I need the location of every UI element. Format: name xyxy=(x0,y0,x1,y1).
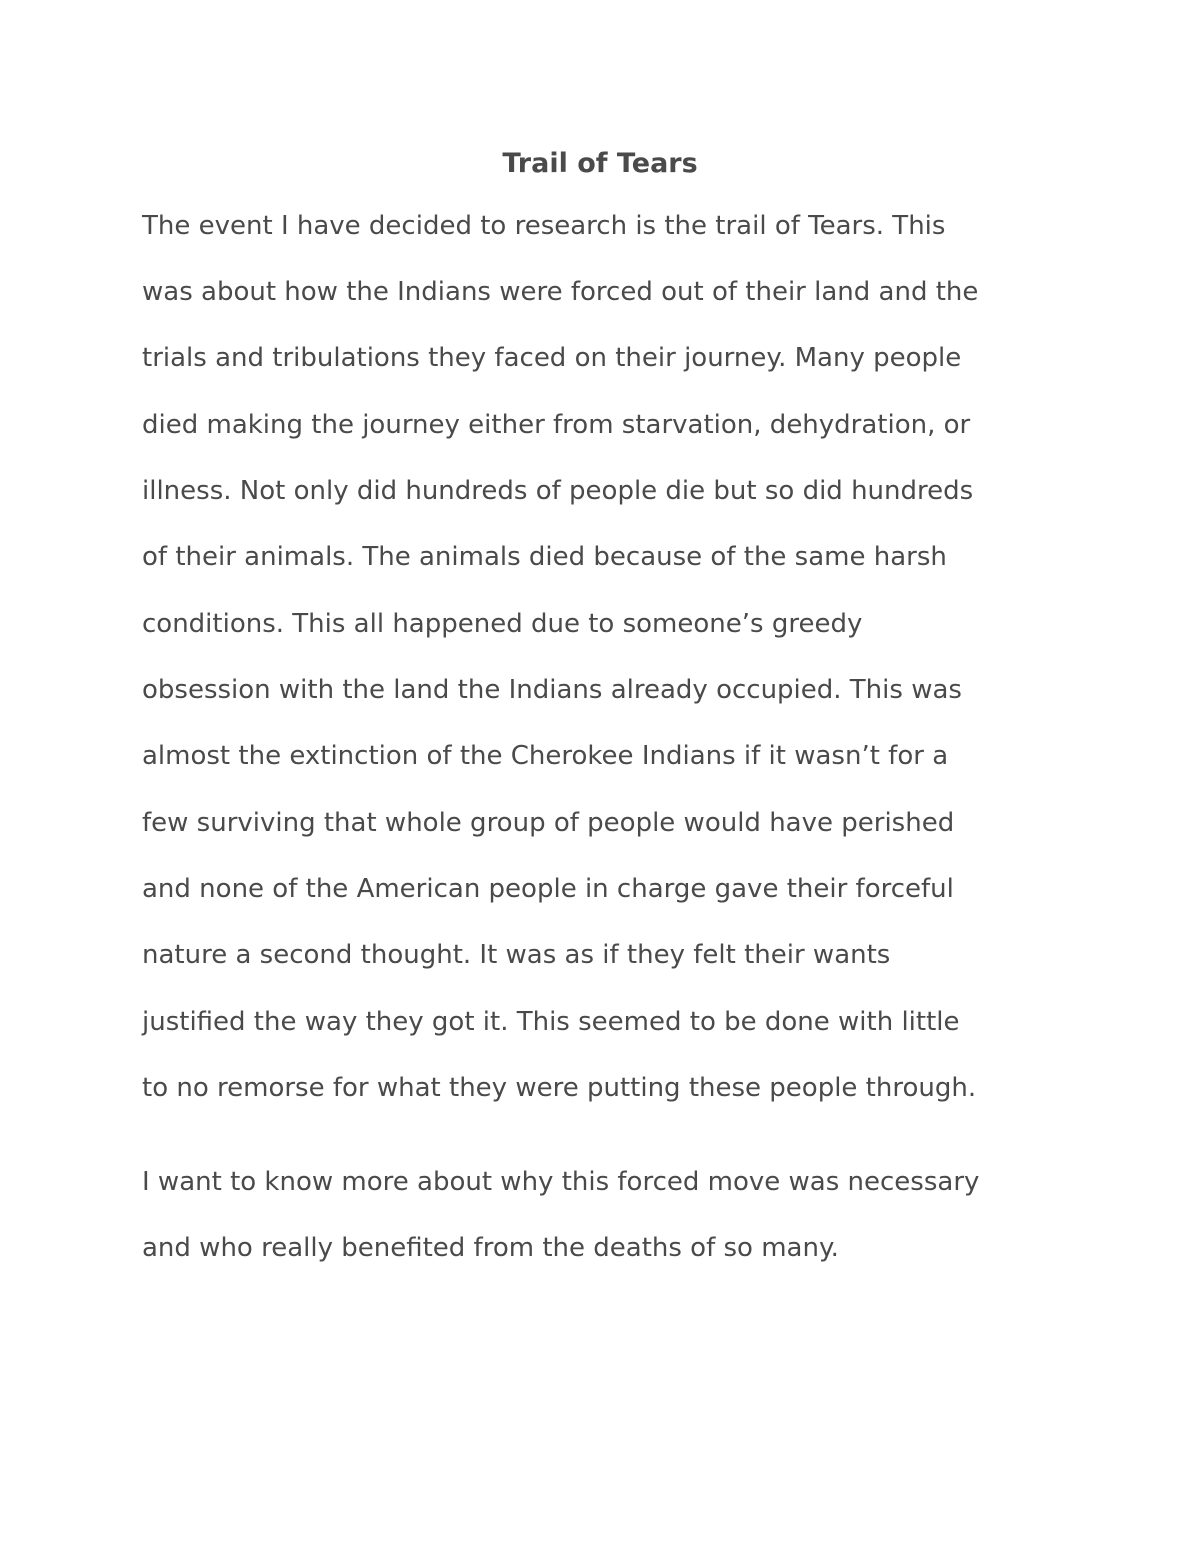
text-line: The event I have decided to research is the trail of Tears. This xyxy=(142,211,946,241)
text-line: and who really benefited from the deaths of so many. xyxy=(142,1233,839,1263)
text-line: few surviving that whole group of people would have perished xyxy=(142,808,955,838)
document-title: Trail of Tears xyxy=(502,148,698,179)
text-line: justified the way they got it. This seemed to be done with little xyxy=(142,1007,960,1037)
text-line: I want to know more about why this forced move was necessary xyxy=(142,1167,980,1197)
text-line: was about how the Indians were forced out of their land and the xyxy=(142,277,979,307)
text-line: trials and tribulations they faced on their journey. Many people xyxy=(142,343,962,373)
text-line: conditions. This all happened due to someone’s greedy xyxy=(142,609,863,639)
text-line: almost the extinction of the Cherokee Indians if it wasn’t for a xyxy=(142,741,949,771)
text-line: obsession with the land the Indians already occupied. This was xyxy=(142,675,962,705)
text-line: illness. Not only did hundreds of people die but so did hundreds xyxy=(142,476,974,506)
text-line: to no remorse for what they were putting these people through. xyxy=(142,1073,977,1103)
text-line: and none of the American people in charge gave their forceful xyxy=(142,874,954,904)
text-line: died making the journey either from starvation, dehydration, or xyxy=(142,410,971,440)
text-line: nature a second thought. It was as if they felt their wants xyxy=(142,940,891,970)
text-line: of their animals. The animals died because of the same harsh xyxy=(142,542,947,572)
